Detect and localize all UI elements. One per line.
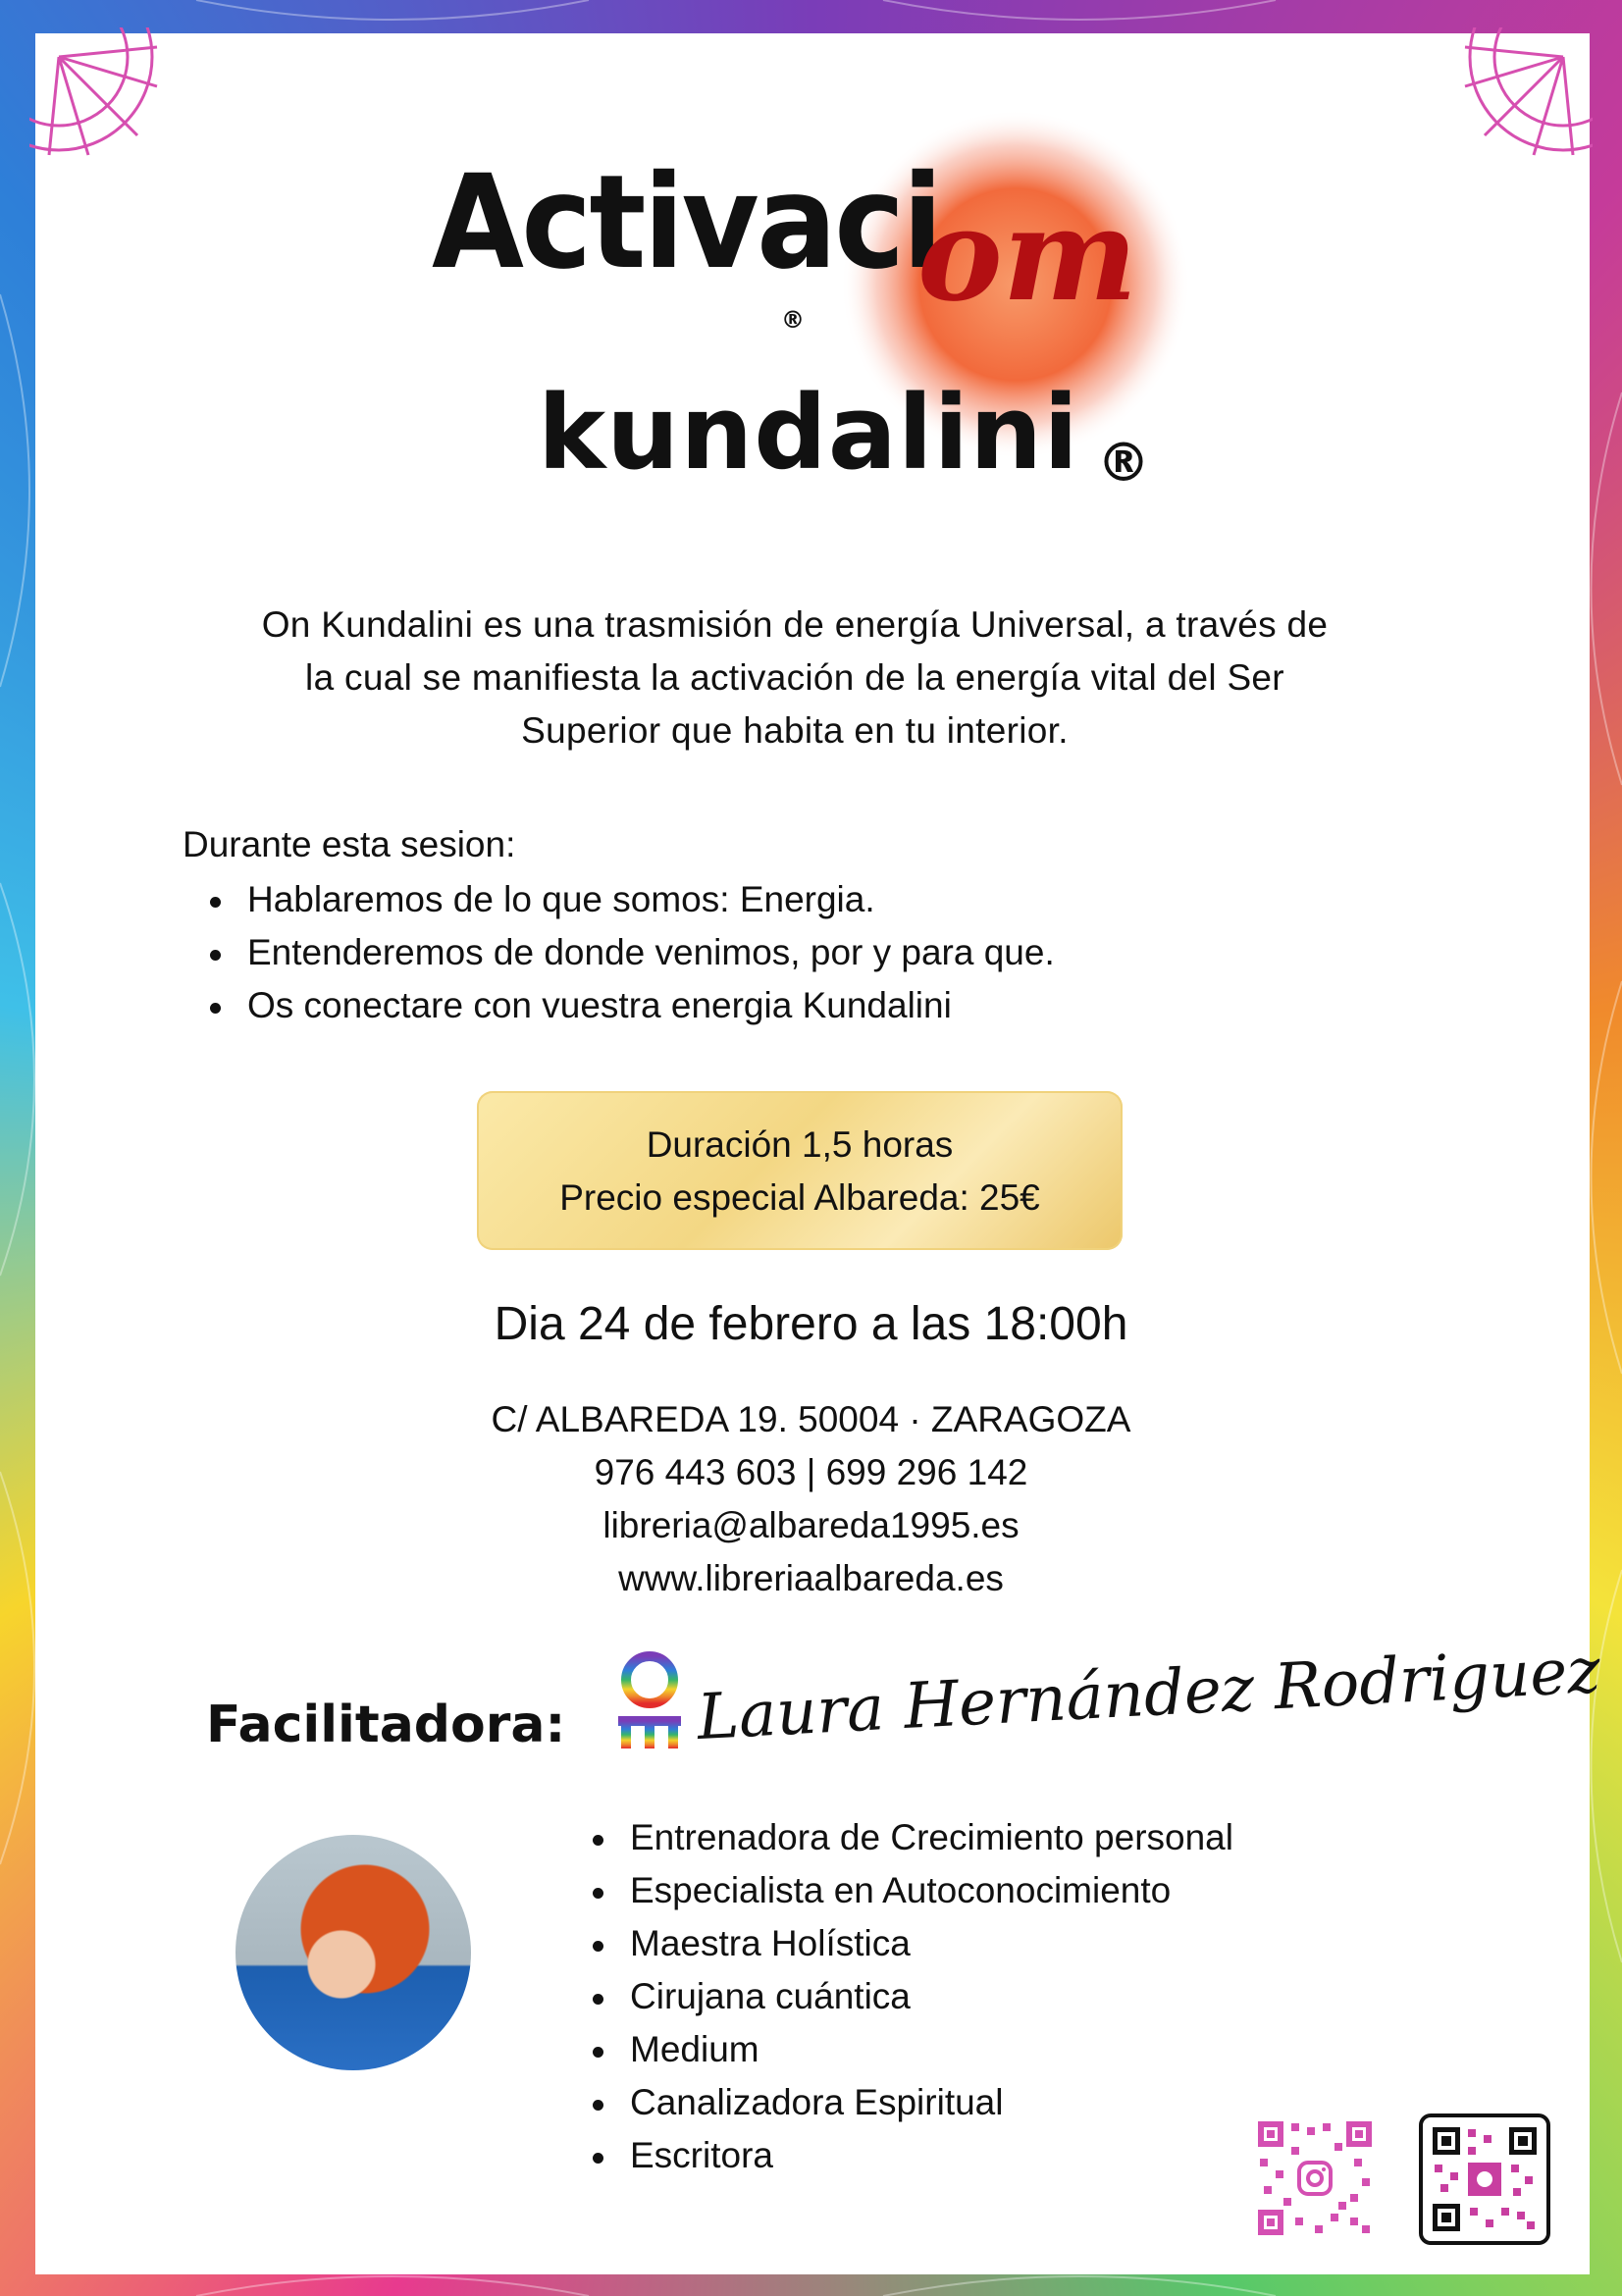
duration-text: Duración 1,5 horas [646, 1124, 954, 1165]
list-item: Canalizadora Espiritual [565, 2076, 1233, 2129]
list-item: Entrenadora de Crecimiento personal [565, 1811, 1233, 1864]
mandala-top-left-icon [29, 27, 177, 175]
list-item: Especialista en Autoconocimiento [565, 1864, 1233, 1917]
session-list [183, 873, 1055, 1032]
mandala-top-right-icon [1445, 27, 1593, 175]
skills-list [565, 1811, 1233, 2182]
intro-line: Superior que habita en tu interior. [521, 710, 1069, 751]
session-heading: Durante esta sesion: [183, 824, 516, 864]
list-item: Entenderemos de donde venimos, por y para que. [183, 926, 1055, 979]
website-qr-code[interactable] [1419, 2113, 1550, 2245]
om-symbol: om [917, 180, 1138, 330]
rainbow-symbol-icon [610, 1644, 689, 1752]
price-box [477, 1091, 1123, 1250]
list-item: Cirujana cuántica [565, 1970, 1233, 2023]
website-link[interactable]: www.libreriaalbareda.es [618, 1558, 1004, 1598]
facilitator-photo [235, 1835, 471, 2070]
intro-paragraph [147, 599, 1442, 757]
intro-line: la cual se manifiesta la activación de la energía vital del Ser [305, 657, 1284, 698]
registered-mark-small: ® [781, 306, 805, 334]
logo-subtitle: kundalini [538, 373, 1079, 493]
registered-mark: ® [1097, 432, 1150, 494]
facilitator-signature: Laura Hernández Rodriguez [695, 1634, 1602, 1755]
logo-title: Activaci [432, 147, 941, 298]
event-date: Dia 24 de febrero a las 18:00h [494, 1298, 1128, 1350]
intro-line: On Kundalini es una trasmisión de energía Universal, a través de [261, 604, 1329, 645]
phone-numbers[interactable]: 976 443 603 | 699 296 142 [594, 1452, 1028, 1492]
list-item: Hablaremos de lo que somos: Energia. [183, 873, 1055, 926]
price-text: Precio especial Albareda: 25€ [559, 1177, 1040, 1218]
list-item: Os conectare con vuestra energia Kundalini [183, 979, 1055, 1032]
instagram-qr-code[interactable] [1256, 2119, 1374, 2237]
address: C/ ALBAREDA 19. 50004 · ZARAGOZA [491, 1399, 1131, 1439]
list-item: Medium [565, 2023, 1233, 2076]
contact-block [0, 1393, 1622, 1605]
facilitator-label: Facilitadora: [206, 1696, 566, 1754]
list-item: Escritora [565, 2129, 1233, 2182]
email-link[interactable]: libreria@albareda1995.es [602, 1505, 1020, 1545]
list-item: Maestra Holística [565, 1917, 1233, 1970]
